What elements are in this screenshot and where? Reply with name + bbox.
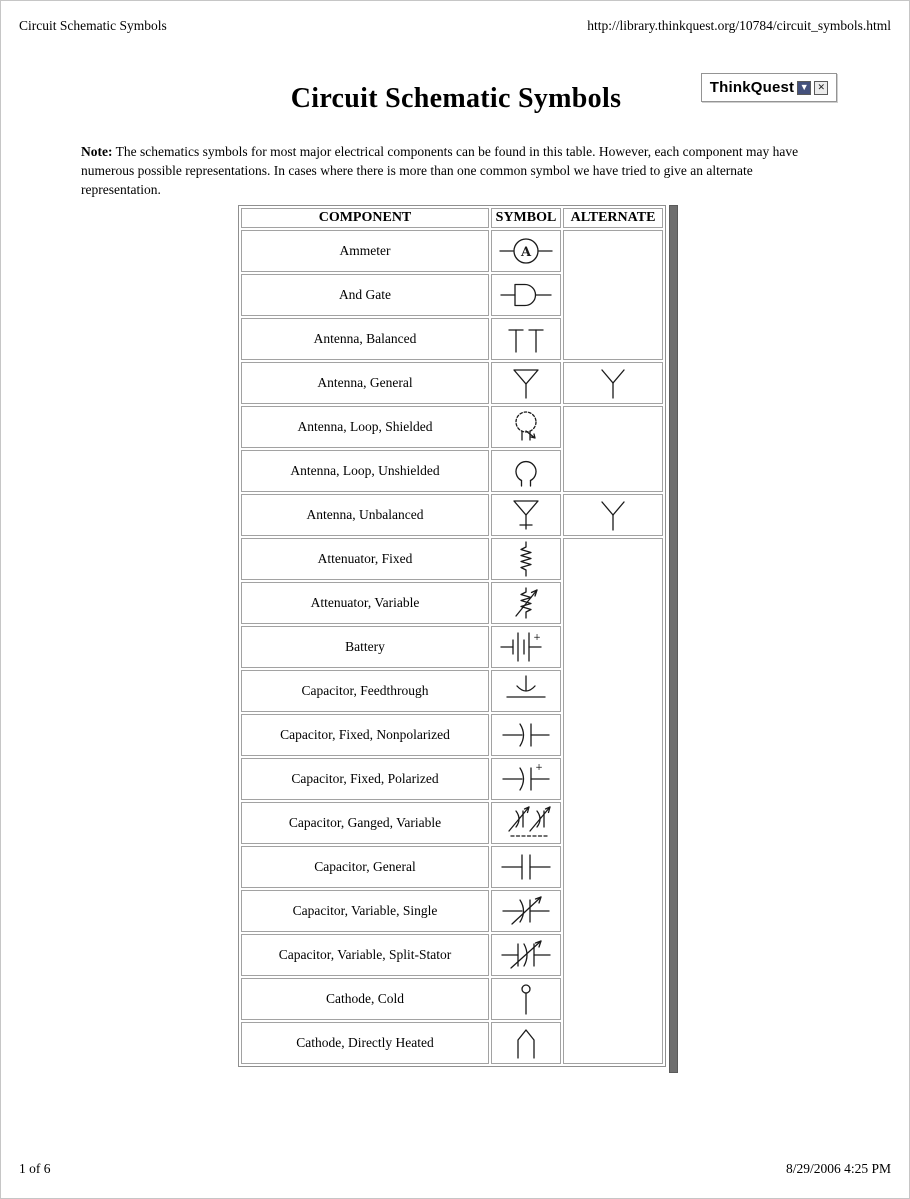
note-paragraph	[81, 142, 833, 199]
capacitor-general-icon	[491, 846, 561, 888]
note-text: The schematics symbols for most major electrical components can be found in this table. However, each component may have numerous possible representations. In cases where there is more than one common symbol we have tried to give an alternate representation.	[81, 144, 799, 197]
symbols-table-body	[241, 230, 663, 1064]
capacitor-variable-split-stator-icon	[491, 934, 561, 976]
component-name: Antenna, Loop, Shielded	[241, 406, 489, 448]
capacitor-ganged-variable-icon	[491, 802, 561, 844]
component-name: Cathode, Directly Heated	[241, 1022, 489, 1064]
table-header-row	[241, 208, 663, 228]
and-gate-icon	[491, 274, 561, 316]
table-row	[241, 494, 663, 536]
component-name: Capacitor, Ganged, Variable	[241, 802, 489, 844]
antenna-balanced-icon	[491, 318, 561, 360]
page-number: 1 of 6	[19, 1161, 51, 1176]
symbols-table	[238, 205, 666, 1067]
battery-icon	[491, 626, 561, 668]
component-name: Capacitor, General	[241, 846, 489, 888]
component-name: Antenna, General	[241, 362, 489, 404]
component-name: And Gate	[241, 274, 489, 316]
cathode-cold-icon	[491, 978, 561, 1020]
component-column-header: COMPONENT	[241, 208, 489, 228]
component-name: Ammeter	[241, 230, 489, 272]
print-header-url: http://library.thinkquest.org/10784/circuit_symbols.html	[587, 18, 891, 33]
antenna-general-icon	[491, 362, 561, 404]
alternate-empty-cell	[563, 230, 663, 360]
table-row	[241, 406, 663, 448]
capacitor-feedthrough-icon	[491, 670, 561, 712]
component-name: Antenna, Loop, Unshielded	[241, 450, 489, 492]
antenna-loop-unshielded-icon	[491, 450, 561, 492]
component-name: Capacitor, Feedthrough	[241, 670, 489, 712]
svg-text:+: +	[533, 633, 541, 643]
print-header-title: Circuit Schematic Symbols	[19, 18, 167, 33]
component-name: Attenuator, Fixed	[241, 538, 489, 580]
component-name: Capacitor, Variable, Single	[241, 890, 489, 932]
component-name: Capacitor, Variable, Split-Stator	[241, 934, 489, 976]
alternate-empty-cell	[563, 538, 663, 1064]
attenuator-variable-icon	[491, 582, 561, 624]
symbol-column-header: SYMBOL	[491, 208, 561, 228]
antenna-loop-shielded-icon	[491, 406, 561, 448]
capacitor-variable-single-icon	[491, 890, 561, 932]
component-name: Antenna, Balanced	[241, 318, 489, 360]
component-name: Capacitor, Fixed, Polarized	[241, 758, 489, 800]
ammeter-icon	[491, 230, 561, 272]
table-row	[241, 362, 663, 404]
component-name: Attenuator, Variable	[241, 582, 489, 624]
alternate-empty-cell	[563, 406, 663, 492]
component-name: Capacitor, Fixed, Nonpolarized	[241, 714, 489, 756]
antenna-unbalanced-icon	[491, 494, 561, 536]
component-name: Antenna, Unbalanced	[241, 494, 489, 536]
page-title: Circuit Schematic Symbols	[290, 83, 622, 114]
antenna-dipole-alternate-icon	[563, 362, 663, 404]
cathode-directly-heated-icon	[491, 1022, 561, 1064]
note-label: Note:	[81, 144, 113, 159]
component-name: Battery	[241, 626, 489, 668]
svg-text:+: +	[535, 763, 543, 773]
thinkquest-logo	[701, 73, 837, 102]
antenna-dipole-alternate-icon	[563, 494, 663, 536]
table-row	[241, 230, 663, 272]
table-row	[241, 538, 663, 580]
capacitor-fixed-polarized-icon	[491, 758, 561, 800]
component-name: Cathode, Cold	[241, 978, 489, 1020]
print-timestamp: 8/29/2006 4:25 PM	[785, 1161, 891, 1176]
attenuator-fixed-icon	[491, 538, 561, 580]
close-icon[interactable]: ✕	[814, 81, 828, 95]
vertical-scrollbar[interactable]	[669, 205, 678, 1073]
svg-text:A: A	[520, 245, 532, 260]
alternate-column-header: ALTERNATE	[563, 208, 663, 228]
capacitor-fixed-nonpolarized-icon	[491, 714, 561, 756]
thinkquest-logo-text: ThinkQuest	[709, 79, 795, 96]
dropdown-arrow-icon[interactable]: ▼	[797, 81, 811, 95]
